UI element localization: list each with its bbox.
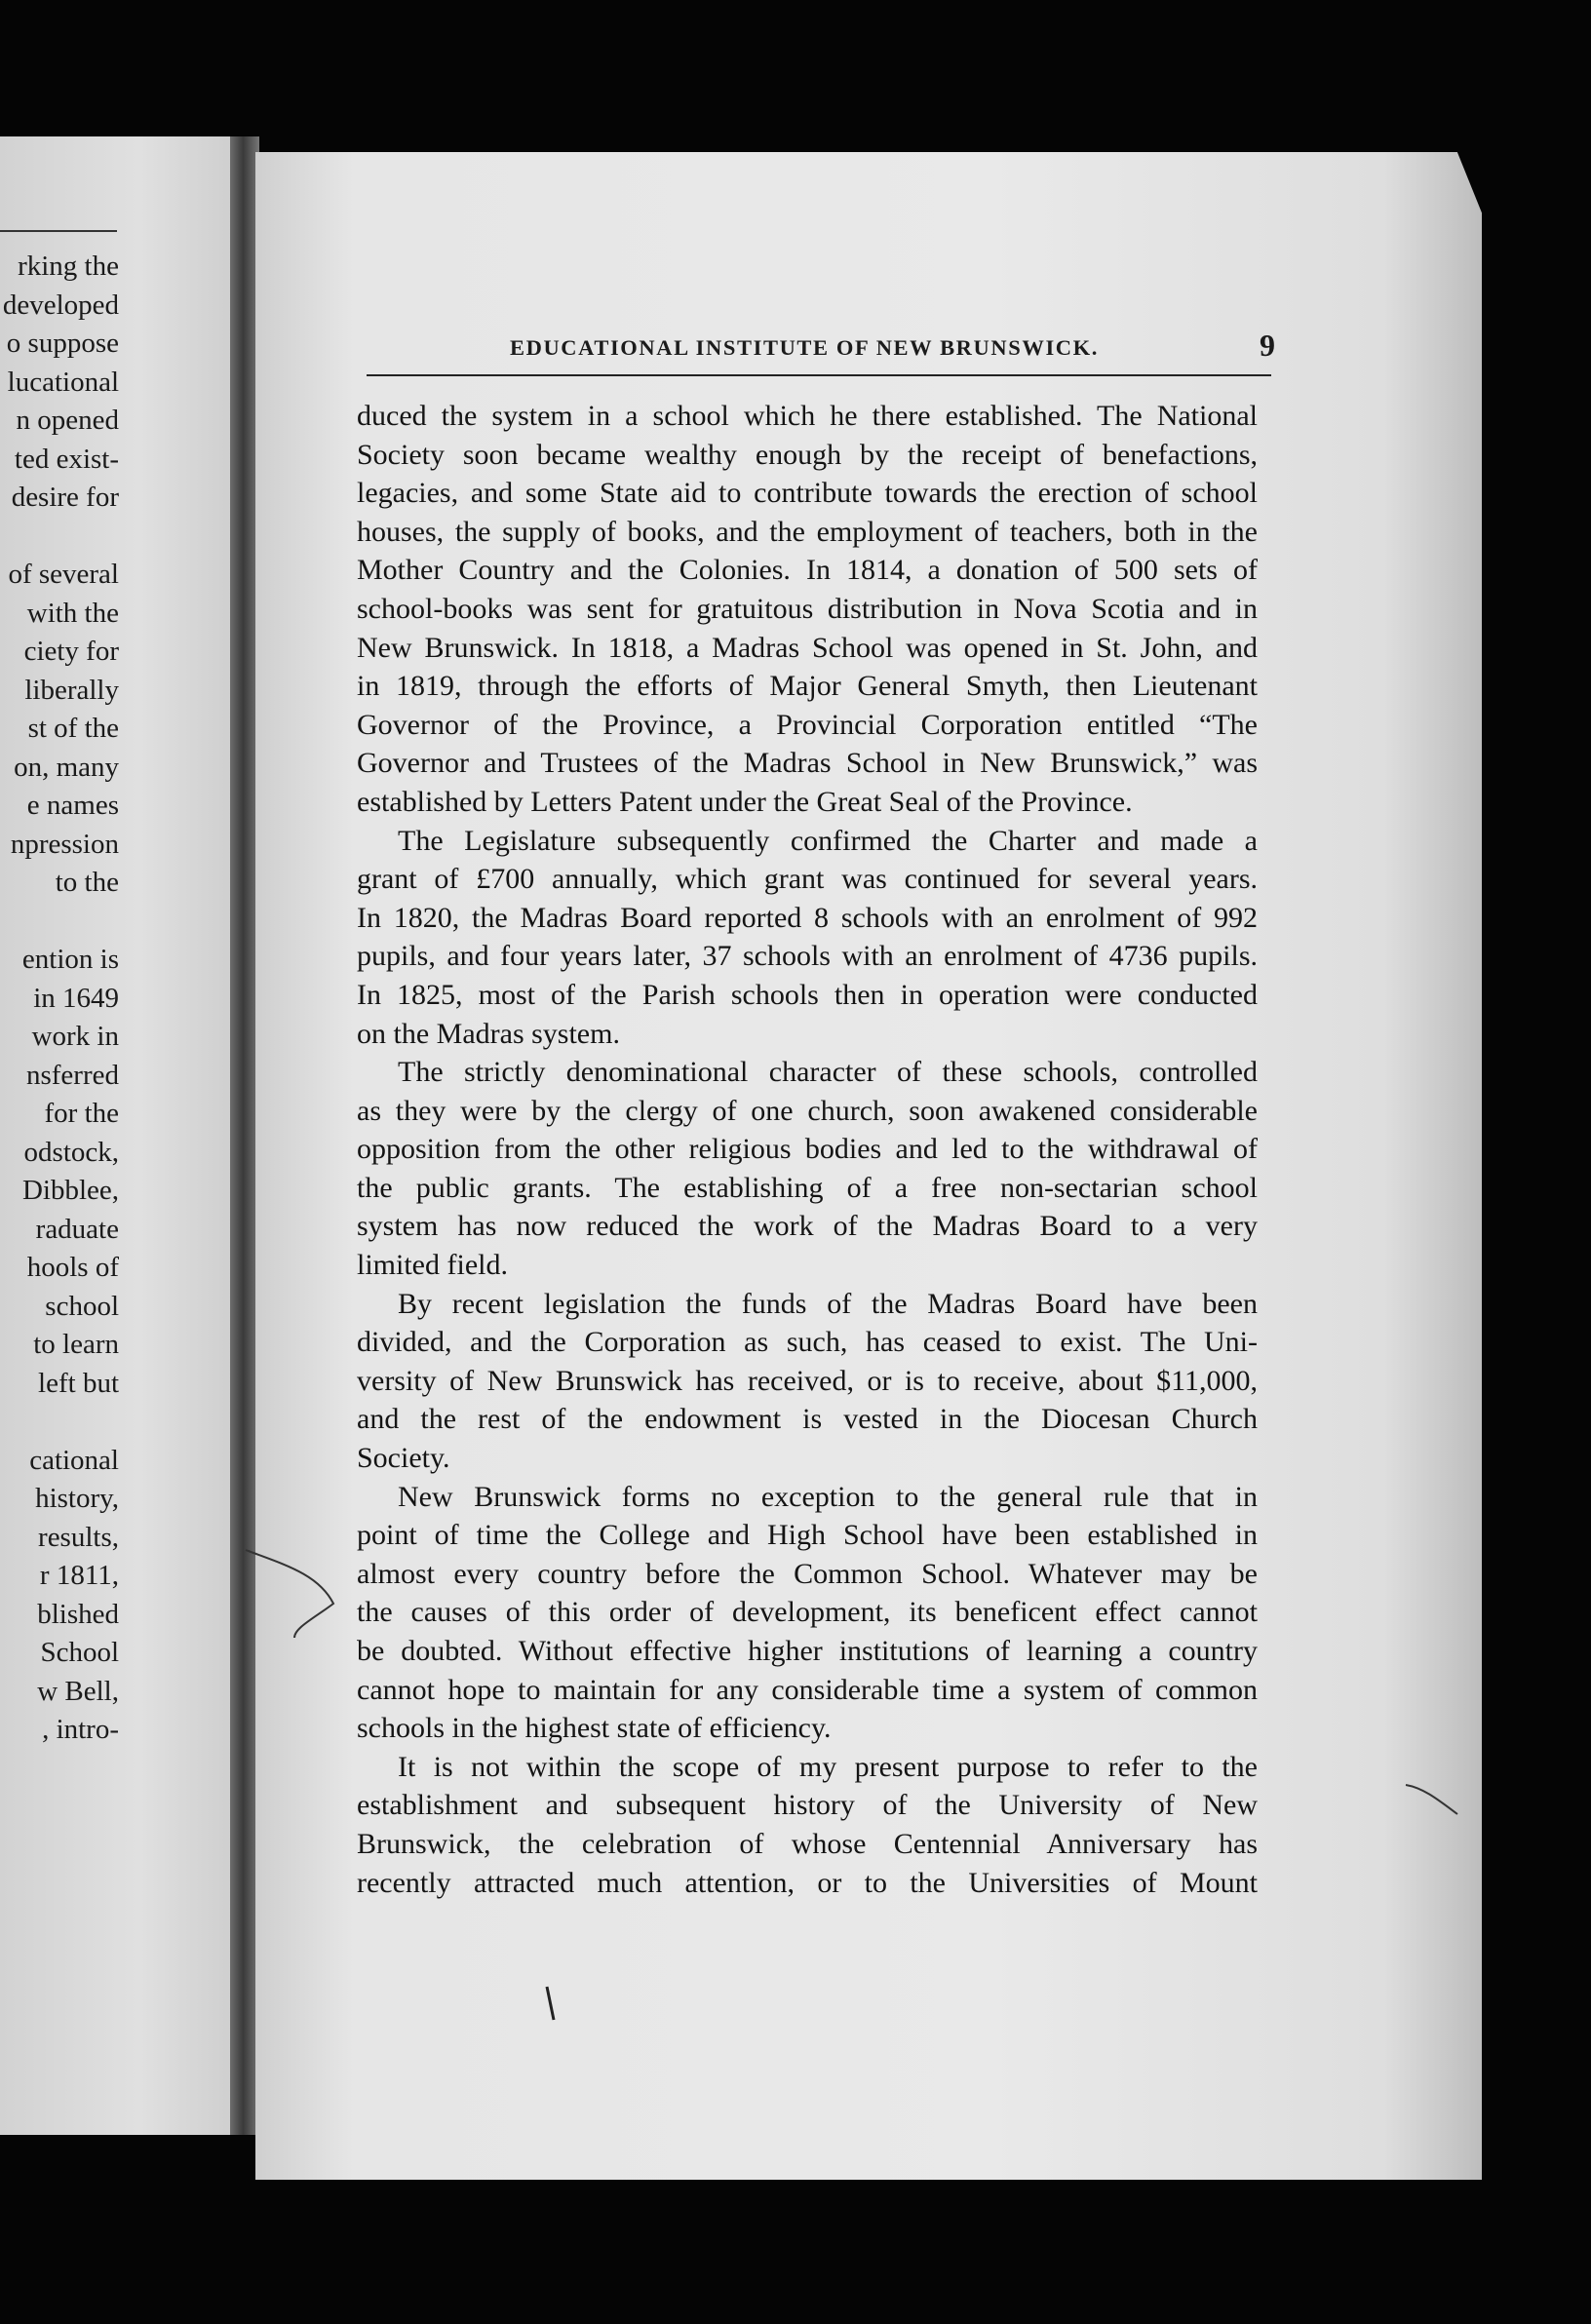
pencil-mark-bottom xyxy=(542,1985,562,2024)
previous-page-line: cational xyxy=(29,1444,119,1476)
body-line: school-books was sent for gratuitous distribution in Nova Scotia and in xyxy=(357,592,1258,625)
body-line: as they were by the clergy of one church, soon awakened considerable xyxy=(357,1094,1258,1127)
running-title: EDUCATIONAL INSTITUTE OF NEW BRUNSWICK. xyxy=(510,335,1099,360)
previous-page-line: o suppose xyxy=(6,328,119,359)
previous-page-line: ention is xyxy=(21,944,119,975)
previous-page-line: history, xyxy=(35,1483,119,1514)
previous-page-line: of several xyxy=(8,559,119,590)
previous-page-header-rule xyxy=(0,230,117,232)
body-line: houses, the supply of books, and the employment of teachers, both in the xyxy=(357,515,1258,548)
previous-page-line: Dibblee, xyxy=(21,1175,119,1206)
previous-page-line: in 1649 xyxy=(33,982,119,1014)
previous-page-line: npression xyxy=(10,828,119,860)
previous-page-line: w Bell, xyxy=(37,1675,119,1707)
body-line: The strictly denominational character of these schools, controlled xyxy=(398,1056,1258,1089)
previous-page-text xyxy=(0,248,119,1750)
previous-page-line: ciety for xyxy=(23,636,119,667)
body-line: The Legislature subsequently confirmed the Charter and made a xyxy=(398,824,1258,857)
previous-page-line: lucational xyxy=(7,366,119,398)
body-line: legacies, and some State aid to contribute towards the erection of school xyxy=(357,477,1258,510)
body-line: duced the system in a school which he there established. The National xyxy=(357,400,1258,432)
previous-page-line: st of the xyxy=(27,713,119,744)
previous-page-line: blished xyxy=(37,1598,119,1630)
previous-page-line: for the xyxy=(44,1098,119,1129)
body-line: the causes of this order of development, its beneficent effect cannot xyxy=(357,1596,1258,1629)
body-line: Governor of the Province, a Provincial Corporation entitled “The xyxy=(357,708,1258,741)
body-line: Governor and Trustees of the Madras School in New Brunswick,” was xyxy=(357,747,1258,780)
body-line: By recent legislation the funds of the Madras Board have been xyxy=(398,1287,1258,1320)
pencil-mark-right xyxy=(1404,1780,1462,1819)
previous-page-line xyxy=(0,518,119,557)
previous-page-line: desire for xyxy=(11,482,119,513)
header-rule xyxy=(367,374,1271,376)
previous-page-line: raduate xyxy=(35,1213,119,1245)
previous-page-line xyxy=(0,1403,119,1442)
previous-page-line: r 1811, xyxy=(39,1560,119,1591)
previous-page-line: results, xyxy=(38,1521,119,1553)
previous-page-line: , intro- xyxy=(42,1714,119,1745)
body-line: In 1820, the Madras Board reported 8 schools with an enrolment of 992 xyxy=(357,901,1258,934)
body-line: versity of New Brunswick has received, or is to receive, about $11,000, xyxy=(357,1364,1258,1397)
previous-page-line: nsferred xyxy=(25,1059,119,1091)
body-line: In 1825, most of the Parish schools then in operation were conducted xyxy=(357,978,1258,1011)
body-line: Society soon became wealthy enough by the receipt of benefactions, xyxy=(357,438,1258,471)
body-line: grant of £700 annually, which grant was continued for several years. xyxy=(357,863,1258,896)
previous-page-line: odstock, xyxy=(23,1136,119,1168)
page-number: 9 xyxy=(1260,328,1275,363)
body-line: establishment and subsequent history of the University of New xyxy=(357,1789,1258,1822)
previous-page-line: to learn xyxy=(33,1329,119,1360)
body-line: almost every country before the Common School. Whatever may be xyxy=(357,1557,1258,1590)
previous-page-line: School xyxy=(40,1637,119,1668)
pencil-mark-margin xyxy=(236,1530,353,1647)
body-line: Society. xyxy=(357,1442,450,1475)
body-line: limited field. xyxy=(357,1249,508,1282)
body-line: point of time the College and High School have been established in xyxy=(357,1519,1258,1552)
previous-page-line: developed xyxy=(2,289,119,321)
previous-page-line: rking the xyxy=(18,251,119,282)
previous-page-line: e names xyxy=(26,790,119,821)
body-line: pupils, and four years later, 37 schools with an enrolment of 4736 pupils. xyxy=(357,940,1258,973)
previous-page-line: ted exist- xyxy=(14,443,119,475)
body-line: schools in the highest state of efficiency. xyxy=(357,1712,832,1745)
body-line: New Brunswick. In 1818, a Madras School was opened in St. John, and xyxy=(357,631,1258,664)
previous-page-line: on, many xyxy=(14,751,119,783)
body-line: system has now reduced the work of the Madras Board to a very xyxy=(357,1210,1258,1243)
previous-page-line: school xyxy=(45,1290,119,1322)
body-line: Brunswick, the celebration of whose Centennial Anniversary has xyxy=(357,1827,1258,1860)
previous-page-line: left but xyxy=(38,1367,119,1399)
previous-page-line: to the xyxy=(55,867,119,898)
body-line: established by Letters Patent under the Great Seal of the Province. xyxy=(357,785,1133,818)
body-text xyxy=(357,397,1258,1902)
body-line: New Brunswick forms no exception to the general rule that in xyxy=(398,1480,1258,1513)
body-line: recently attracted much attention, or to the Universities of Mount xyxy=(357,1866,1258,1899)
previous-page-line xyxy=(0,903,119,942)
page-header xyxy=(369,328,1275,372)
body-line: Mother Country and the Colonies. In 1814, a donation of 500 sets of xyxy=(357,554,1258,587)
previous-page-line: with the xyxy=(26,597,119,629)
book-gutter xyxy=(230,136,259,2135)
body-line: in 1819, through the efforts of Major General Smyth, then Lieutenant xyxy=(357,670,1258,703)
body-line: It is not within the scope of my present purpose to refer to the xyxy=(398,1750,1258,1783)
previous-page-line: work in xyxy=(31,1021,119,1052)
previous-page-line: n opened xyxy=(16,405,119,436)
body-line: on the Madras system. xyxy=(357,1017,620,1050)
body-line: opposition from the other religious bodies and led to the withdrawal of xyxy=(357,1133,1258,1166)
body-line: the public grants. The establishing of a free non-sectarian school xyxy=(357,1171,1258,1204)
body-line: divided, and the Corporation as such, has ceased to exist. The Uni- xyxy=(357,1326,1258,1359)
body-line: cannot hope to maintain for any considerable time a system of common xyxy=(357,1673,1258,1706)
previous-page-line: liberally xyxy=(24,674,119,706)
body-line: be doubted. Without effective higher institutions of learning a country xyxy=(357,1635,1258,1667)
previous-page-line: hools of xyxy=(26,1252,119,1283)
body-line: and the rest of the endowment is vested in the Diocesan Church xyxy=(357,1403,1258,1436)
